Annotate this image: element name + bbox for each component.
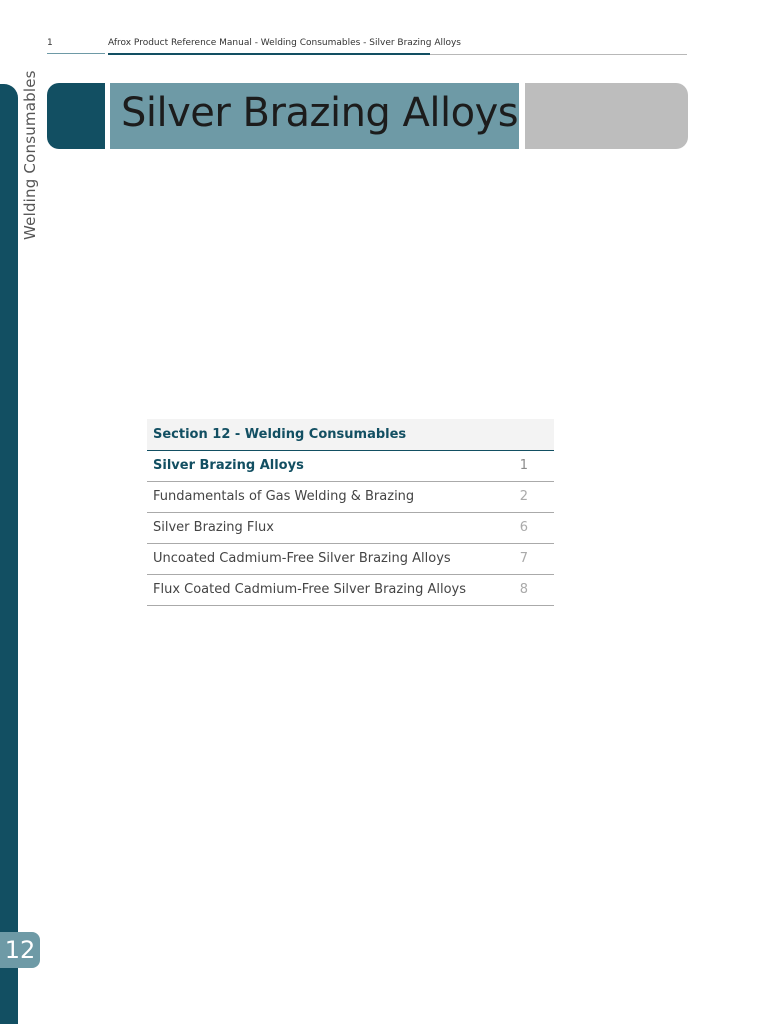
side-section-label: Welding Consumables [21, 70, 39, 240]
header-rule-middle [108, 53, 430, 55]
table-of-contents [147, 419, 554, 606]
toc-row-flux-coated-alloys[interactable] [147, 575, 554, 606]
title-band [47, 83, 688, 149]
toc-entry-page: 8 [519, 582, 528, 597]
toc-row-uncoated-alloys[interactable] [147, 544, 554, 575]
page-title: Silver Brazing Alloys [121, 90, 519, 136]
running-header [47, 38, 687, 56]
toc-entry-page: 7 [519, 551, 528, 566]
section-number-badge: 12 [0, 932, 40, 968]
toc-entry-page: 2 [519, 489, 528, 504]
title-band-right-block [525, 83, 688, 149]
toc-entry-label: Uncoated Cadmium-Free Silver Brazing Alloys [153, 551, 451, 566]
toc-entry-label: Flux Coated Cadmium-Free Silver Brazing Alloys [153, 582, 466, 597]
toc-entry-label: Silver Brazing Flux [153, 520, 274, 535]
toc-row-fundamentals-gas-welding[interactable] [147, 482, 554, 513]
toc-entry-label: Fundamentals of Gas Welding & Brazing [153, 489, 415, 504]
header-rule-right [430, 54, 687, 55]
toc-entry-label: Silver Brazing Alloys [153, 458, 304, 473]
title-band-left-block [47, 83, 105, 149]
toc-heading: Section 12 - Welding Consumables [147, 419, 554, 451]
header-page-number: 1 [47, 38, 53, 48]
toc-row-silver-brazing-alloys[interactable] [147, 451, 554, 482]
toc-entry-page: 6 [519, 520, 528, 535]
header-title: Afrox Product Reference Manual - Welding Consumables - Silver Brazing Alloys [108, 38, 461, 48]
title-band-middle-block [110, 83, 519, 149]
header-rule-left [47, 53, 105, 54]
side-color-strip [0, 84, 18, 1024]
toc-entry-page: 1 [519, 458, 528, 473]
toc-row-silver-brazing-flux[interactable] [147, 513, 554, 544]
